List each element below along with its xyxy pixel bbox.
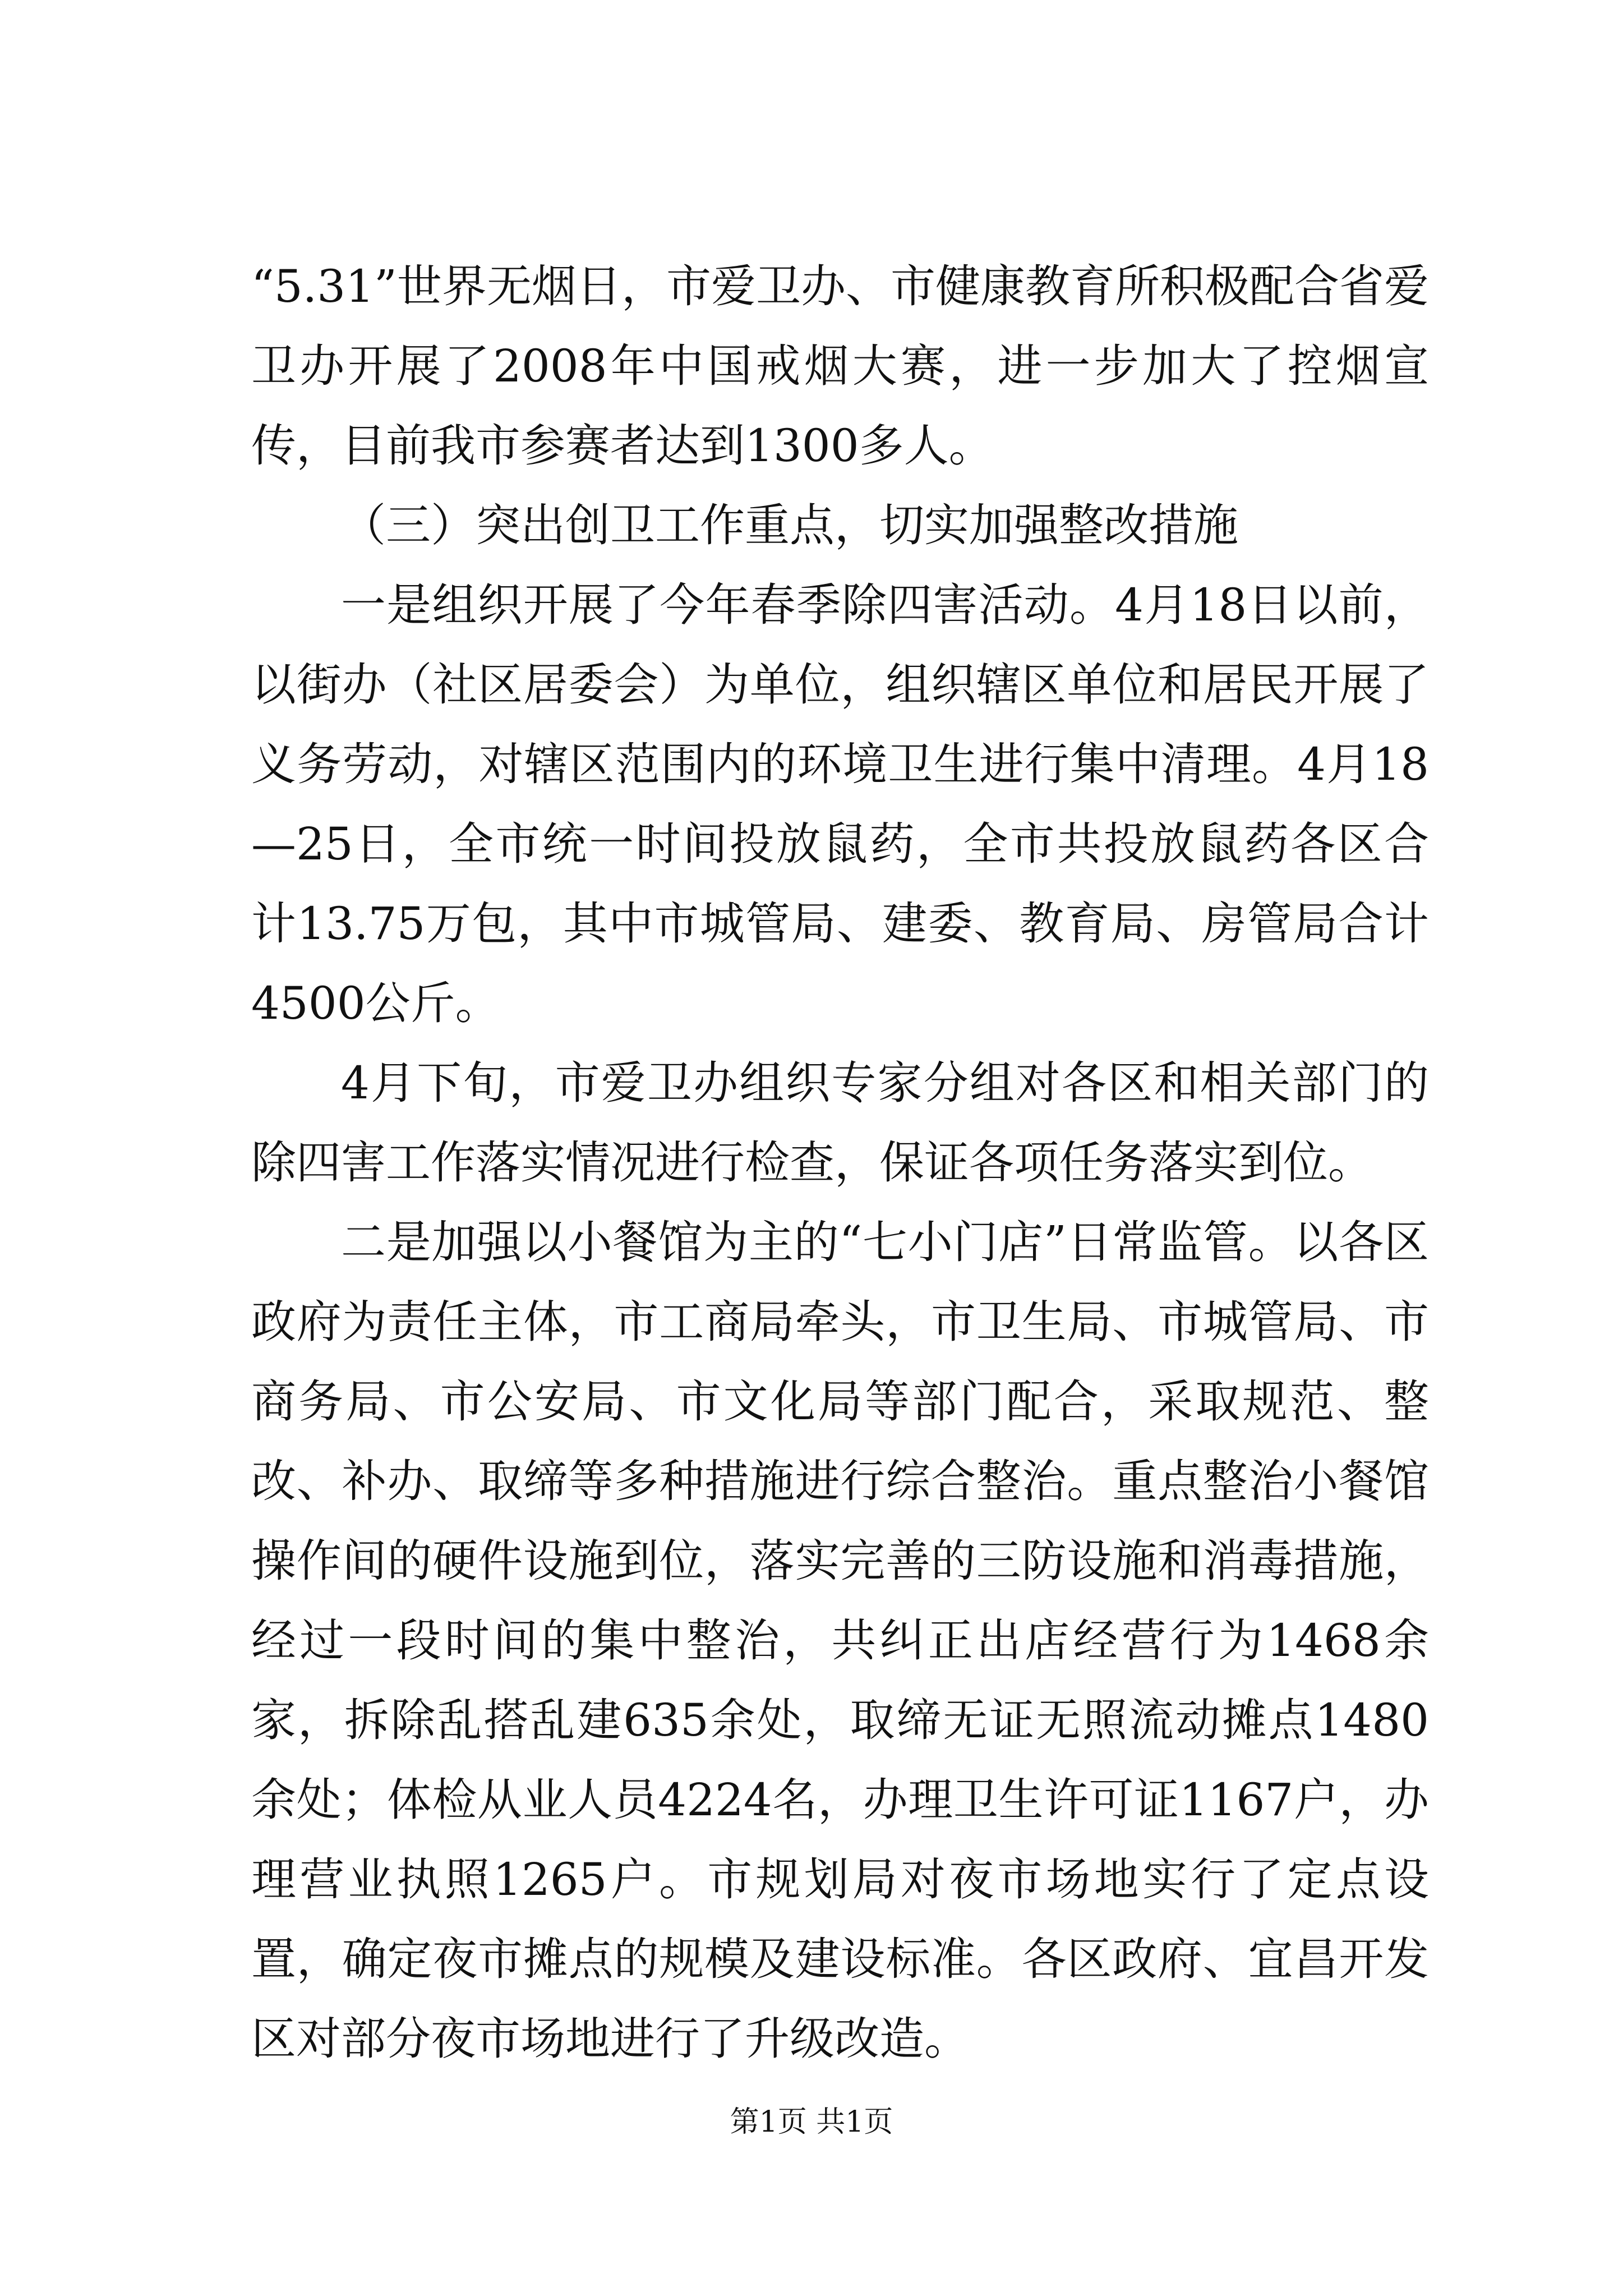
paragraph-inspection: 4月下旬，市爱卫办组织专家分组对各区和相关部门的除四害工作落实情况进行检查，保证各项任务落实到位。 — [251, 1057, 1429, 1189]
paragraph-small-shops: 二是加强以小餐馆为主的“七小门店”日常监管。以各区政府为责任主体，市工商局牵头，市卫生局、市城管局、市商务局、市公安局、市文化局等部门配合，采取规范、整改、补办、取缔等多种措施进行综合整治。重点整治小餐馆操作间的硬件设施到位，落实完善的三防设施和消毒措施，经过一段时间的集中整治，共纠正出店经营行为1468余家，拆除乱搭乱建635余处，取缔无证无照流动摊点1480余处；体检从业人员4224名，办理卫生许可证1167户，办理营业执照1265户。市规划局对夜市场地实行了定点设置，确定夜市摊点的规模及建设标准。各区政府、宜昌开发区对部分夜市场地进行了升级改造。 — [251, 1216, 1429, 2065]
page-number-footer: 第1页 共1页 — [730, 2105, 893, 2139]
paragraph-pest-control: 一是组织开展了今年春季除四害活动。4月18日以前，以街办（社区居委会）为单位，组织辖区单位和居民开展了义务劳动，对辖区范围内的环境卫生进行集中清理。4月18—25日，全市统一时间投放鼠药，全市共投放鼠药各区合计13.75万包，其中市城管局、建委、教育局、房管局合计4500公斤。 — [251, 579, 1429, 1029]
section-heading-three: （三）突出创卫工作重点，切实加强整改措施 — [341, 499, 1238, 551]
document-body — [251, 247, 1429, 2079]
paragraph-smoking-contest: “5.31”世界无烟日，市爱卫办、市健康教育所积极配合省爱卫办开展了2008年中国戒烟大赛，进一步加大了控烟宣传，目前我市参赛者达到1300多人。 — [251, 260, 1429, 472]
